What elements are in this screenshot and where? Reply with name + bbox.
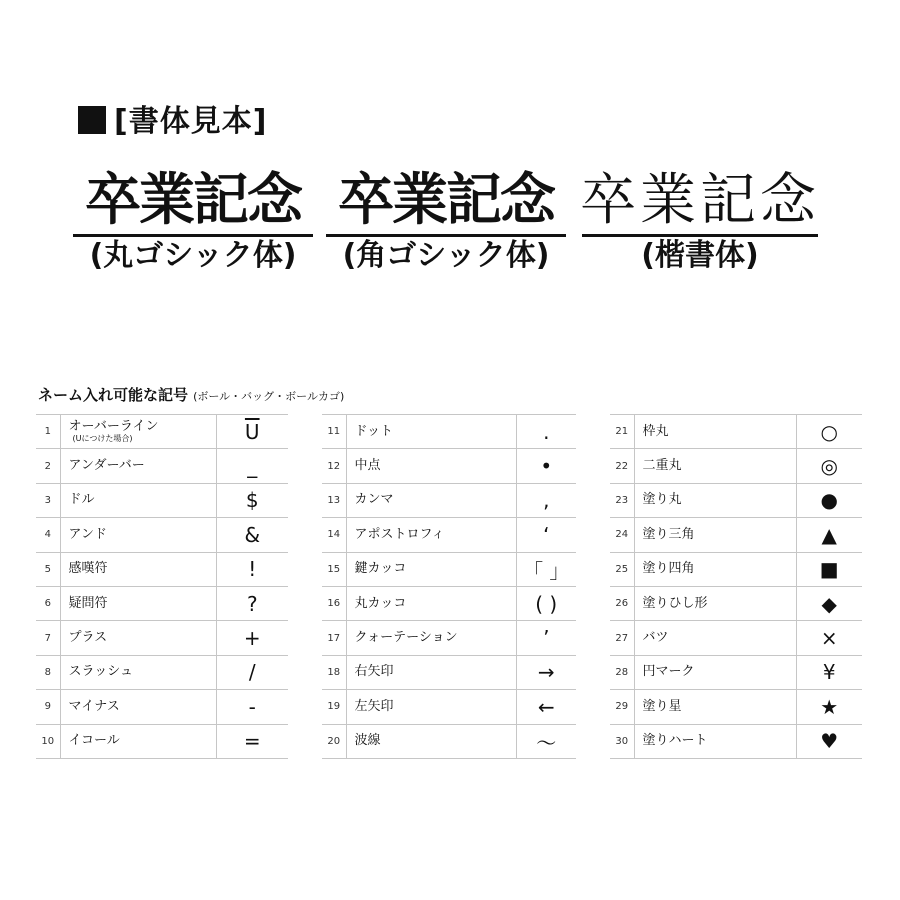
symbol-glyph	[516, 518, 576, 552]
symbol-name-cell	[60, 621, 216, 655]
row-number: 18	[322, 655, 346, 689]
sample-caption: (楷書体)	[641, 238, 759, 273]
row-number: 16	[322, 586, 346, 620]
symbol-glyph	[796, 483, 862, 517]
sample-word: 卒業記念	[580, 168, 820, 233]
symbol-glyph-text: $\overline{U}$	[244, 419, 260, 444]
row-number: 19	[322, 690, 346, 724]
symbol-name: カンマ	[354, 492, 394, 508]
symbol-glyph	[796, 415, 862, 449]
table-row	[322, 655, 576, 689]
row-number: 4	[36, 518, 60, 552]
symbol-glyph-text: 〜	[536, 730, 557, 755]
symbol-name-cell	[634, 483, 796, 517]
symbol-glyph	[796, 518, 862, 552]
table-row	[36, 724, 288, 758]
sample-caption: (丸ゴシック体)	[89, 238, 297, 273]
symbol-glyph-text: ■	[819, 557, 839, 582]
symbol-name: 塗り星	[642, 698, 682, 714]
symbol-glyph-text: ‘	[543, 522, 550, 547]
symbol-glyph	[216, 586, 288, 620]
symbol-glyph-text: +	[243, 626, 261, 651]
symbol-note: (Uにつけた場合)	[72, 434, 133, 444]
symbol-glyph-text: =	[243, 729, 261, 754]
symbol-name-cell	[346, 655, 516, 689]
row-number: 1	[36, 415, 60, 449]
symbol-name-cell	[634, 655, 796, 689]
symbol-name-cell	[346, 483, 516, 517]
symbol-name-cell	[60, 415, 216, 449]
symbol-name: イコール	[68, 733, 120, 749]
symbol-name-cell	[634, 552, 796, 586]
table-row	[610, 415, 862, 449]
symbol-glyph-text: ?	[246, 591, 258, 616]
symbol-name-cell	[346, 518, 516, 552]
table-row	[322, 621, 576, 655]
symbol-glyph-text: ◎	[820, 454, 838, 479]
symbol-glyph-text: ◆	[821, 591, 837, 616]
symbol-name-cell	[60, 690, 216, 724]
table-row	[36, 621, 288, 655]
symbol-name: 二重丸	[642, 458, 682, 474]
symbol-glyph	[216, 518, 288, 552]
symbol-name: 波線	[354, 733, 381, 749]
symbol-name: クォーテーション	[354, 630, 458, 646]
symbol-name-cell	[346, 621, 516, 655]
row-number: 17	[322, 621, 346, 655]
font-sample-heading	[78, 96, 267, 140]
symbol-name-cell	[60, 552, 216, 586]
table-row	[610, 483, 862, 517]
symbol-name: プラス	[68, 630, 108, 646]
symbol-name-cell	[346, 449, 516, 483]
table-row	[610, 518, 862, 552]
symbol-glyph-text: ←	[537, 694, 555, 719]
symbol-glyph	[516, 483, 576, 517]
symbol-name-cell	[634, 621, 796, 655]
symbol-name: 塗りひし形	[642, 595, 708, 611]
symbol-name: ドル	[68, 492, 95, 508]
symbol-name-cell	[346, 690, 516, 724]
symbol-glyph	[516, 724, 576, 758]
symbol-name-cell	[60, 483, 216, 517]
table-row	[36, 586, 288, 620]
table-row	[610, 449, 862, 483]
symbol-glyph	[216, 690, 288, 724]
symbol-name-cell	[634, 415, 796, 449]
symbol-glyph-text: &	[244, 522, 261, 547]
symbol-glyph	[796, 655, 862, 689]
symbol-name: 塗りハート	[642, 733, 708, 749]
symbol-glyph	[216, 449, 288, 483]
symbol-name-cell	[60, 518, 216, 552]
table-row	[36, 552, 288, 586]
symbol-name: アンダーバー	[68, 458, 145, 474]
symbol-glyph	[216, 655, 288, 689]
symbol-name: 左矢印	[354, 698, 394, 714]
symbol-name-cell	[634, 449, 796, 483]
symbols-table-col-3	[610, 414, 862, 759]
symbol-name-cell	[60, 724, 216, 758]
row-number: 12	[322, 449, 346, 483]
symbol-glyph-text: _	[247, 454, 258, 479]
symbol-name: 丸カッコ	[354, 595, 407, 611]
sample-maru-gothic	[70, 168, 316, 275]
table-title-sub: (ボール・バッグ・ボールカゴ)	[193, 390, 345, 403]
row-number: 30	[610, 724, 634, 758]
symbol-name-cell	[634, 690, 796, 724]
row-number: 27	[610, 621, 634, 655]
symbols-table-col-1	[36, 414, 288, 759]
symbol-glyph-text: ●	[820, 488, 838, 513]
symbol-glyph	[516, 690, 576, 724]
symbol-glyph-text: ★	[820, 694, 839, 719]
symbol-name-cell	[634, 586, 796, 620]
symbol-glyph	[796, 552, 862, 586]
row-number: 25	[610, 552, 634, 586]
table-row	[36, 415, 288, 449]
symbol-glyph	[516, 552, 576, 586]
symbol-name: 鍵カッコ	[354, 561, 407, 577]
table-row	[322, 724, 576, 758]
row-number: 2	[36, 449, 60, 483]
row-number: 20	[322, 724, 346, 758]
symbol-name: 疑問符	[68, 595, 108, 611]
symbol-glyph-text: ,	[543, 488, 550, 513]
symbols-table-title	[38, 384, 344, 405]
symbol-glyph	[516, 449, 576, 483]
symbol-glyph-text: .	[543, 419, 550, 444]
symbol-glyph-text: /	[248, 660, 256, 685]
symbol-glyph	[216, 621, 288, 655]
row-number: 5	[36, 552, 60, 586]
symbol-name: スラッシュ	[68, 664, 133, 680]
table-row	[610, 724, 862, 758]
symbol-name: 円マーク	[642, 664, 695, 680]
heading-text: [書体見本]	[114, 104, 268, 139]
table-row	[322, 586, 576, 620]
symbol-name: ドット	[354, 423, 393, 439]
row-number: 15	[322, 552, 346, 586]
symbol-name: オーバーライン	[68, 419, 159, 435]
black-square-icon	[78, 106, 106, 134]
symbol-glyph-text: •	[540, 454, 553, 479]
sample-word: 卒業記念	[338, 168, 554, 233]
symbol-glyph-text: ’	[543, 626, 550, 651]
symbol-name: 中点	[354, 458, 381, 474]
symbol-glyph	[796, 621, 862, 655]
symbol-name-cell	[346, 552, 516, 586]
symbol-glyph	[216, 483, 288, 517]
symbol-name: 感嘆符	[68, 561, 108, 577]
table-row	[322, 483, 576, 517]
symbol-name-cell	[60, 655, 216, 689]
symbol-name: 塗り丸	[642, 492, 682, 508]
row-number: 14	[322, 518, 346, 552]
row-number: 24	[610, 518, 634, 552]
row-number: 23	[610, 483, 634, 517]
row-number: 28	[610, 655, 634, 689]
row-number: 22	[610, 449, 634, 483]
table-row	[322, 518, 576, 552]
symbol-name: 右矢印	[354, 664, 394, 680]
symbol-glyph-text: ¥	[822, 660, 836, 685]
symbol-glyph-text: $	[245, 488, 259, 513]
symbols-table-col-2	[322, 414, 576, 759]
symbol-glyph	[516, 586, 576, 620]
symbol-name-cell	[346, 415, 516, 449]
symbol-name: バツ	[642, 630, 669, 646]
table-row	[322, 690, 576, 724]
table-row	[322, 415, 576, 449]
symbol-name: 塗り三角	[642, 526, 695, 542]
symbol-name: 塗り四角	[642, 561, 695, 577]
row-number: 26	[610, 586, 634, 620]
symbol-glyph-text: !	[248, 557, 257, 582]
row-number: 29	[610, 690, 634, 724]
sample-kaku-gothic	[326, 168, 566, 275]
table-row	[36, 690, 288, 724]
symbol-name-cell	[60, 449, 216, 483]
table-row	[36, 449, 288, 483]
symbol-glyph	[216, 552, 288, 586]
symbol-glyph	[216, 724, 288, 758]
symbol-name: アンド	[68, 526, 107, 542]
table-row	[36, 483, 288, 517]
row-number: 21	[610, 415, 634, 449]
row-number: 3	[36, 483, 60, 517]
table-row	[322, 449, 576, 483]
table-title-main: ネーム入れ可能な記号	[38, 386, 189, 404]
symbol-name-cell	[634, 518, 796, 552]
symbol-glyph-text: ▲	[821, 522, 837, 547]
row-number: 8	[36, 655, 60, 689]
symbol-glyph	[516, 621, 576, 655]
symbol-name-cell	[60, 586, 216, 620]
symbol-glyph	[216, 415, 288, 449]
symbol-name: アポストロフィ	[354, 526, 445, 542]
row-number: 13	[322, 483, 346, 517]
symbol-glyph	[796, 586, 862, 620]
symbol-glyph-text: ♥	[820, 729, 839, 754]
symbol-name-cell	[634, 724, 796, 758]
symbol-name: 枠丸	[642, 423, 669, 439]
sample-kaisho	[580, 168, 820, 275]
symbol-glyph	[796, 724, 862, 758]
table-row	[36, 518, 288, 552]
symbol-glyph	[796, 449, 862, 483]
symbol-glyph-text: -	[248, 694, 256, 719]
symbol-glyph-text: ×	[820, 626, 838, 651]
symbol-glyph-text: ( )	[535, 591, 558, 616]
row-number: 7	[36, 621, 60, 655]
symbol-glyph	[796, 690, 862, 724]
symbol-name: マイナス	[68, 698, 120, 714]
row-number: 9	[36, 690, 60, 724]
table-row	[610, 655, 862, 689]
row-number: 11	[322, 415, 346, 449]
table-row	[610, 690, 862, 724]
symbol-glyph-text: →	[537, 660, 555, 685]
table-row	[610, 586, 862, 620]
symbol-glyph-text: 「 」	[523, 558, 570, 583]
table-row	[610, 621, 862, 655]
sample-caption: (角ゴシック体)	[342, 238, 550, 273]
symbol-name-cell	[346, 586, 516, 620]
table-row	[322, 552, 576, 586]
row-number: 6	[36, 586, 60, 620]
table-row	[36, 655, 288, 689]
symbol-glyph	[516, 415, 576, 449]
sample-word: 卒業記念	[85, 168, 301, 233]
symbol-glyph-text: ○	[820, 419, 838, 444]
row-number: 10	[36, 724, 60, 758]
symbol-name-cell	[346, 724, 516, 758]
symbol-glyph	[516, 655, 576, 689]
table-row	[610, 552, 862, 586]
